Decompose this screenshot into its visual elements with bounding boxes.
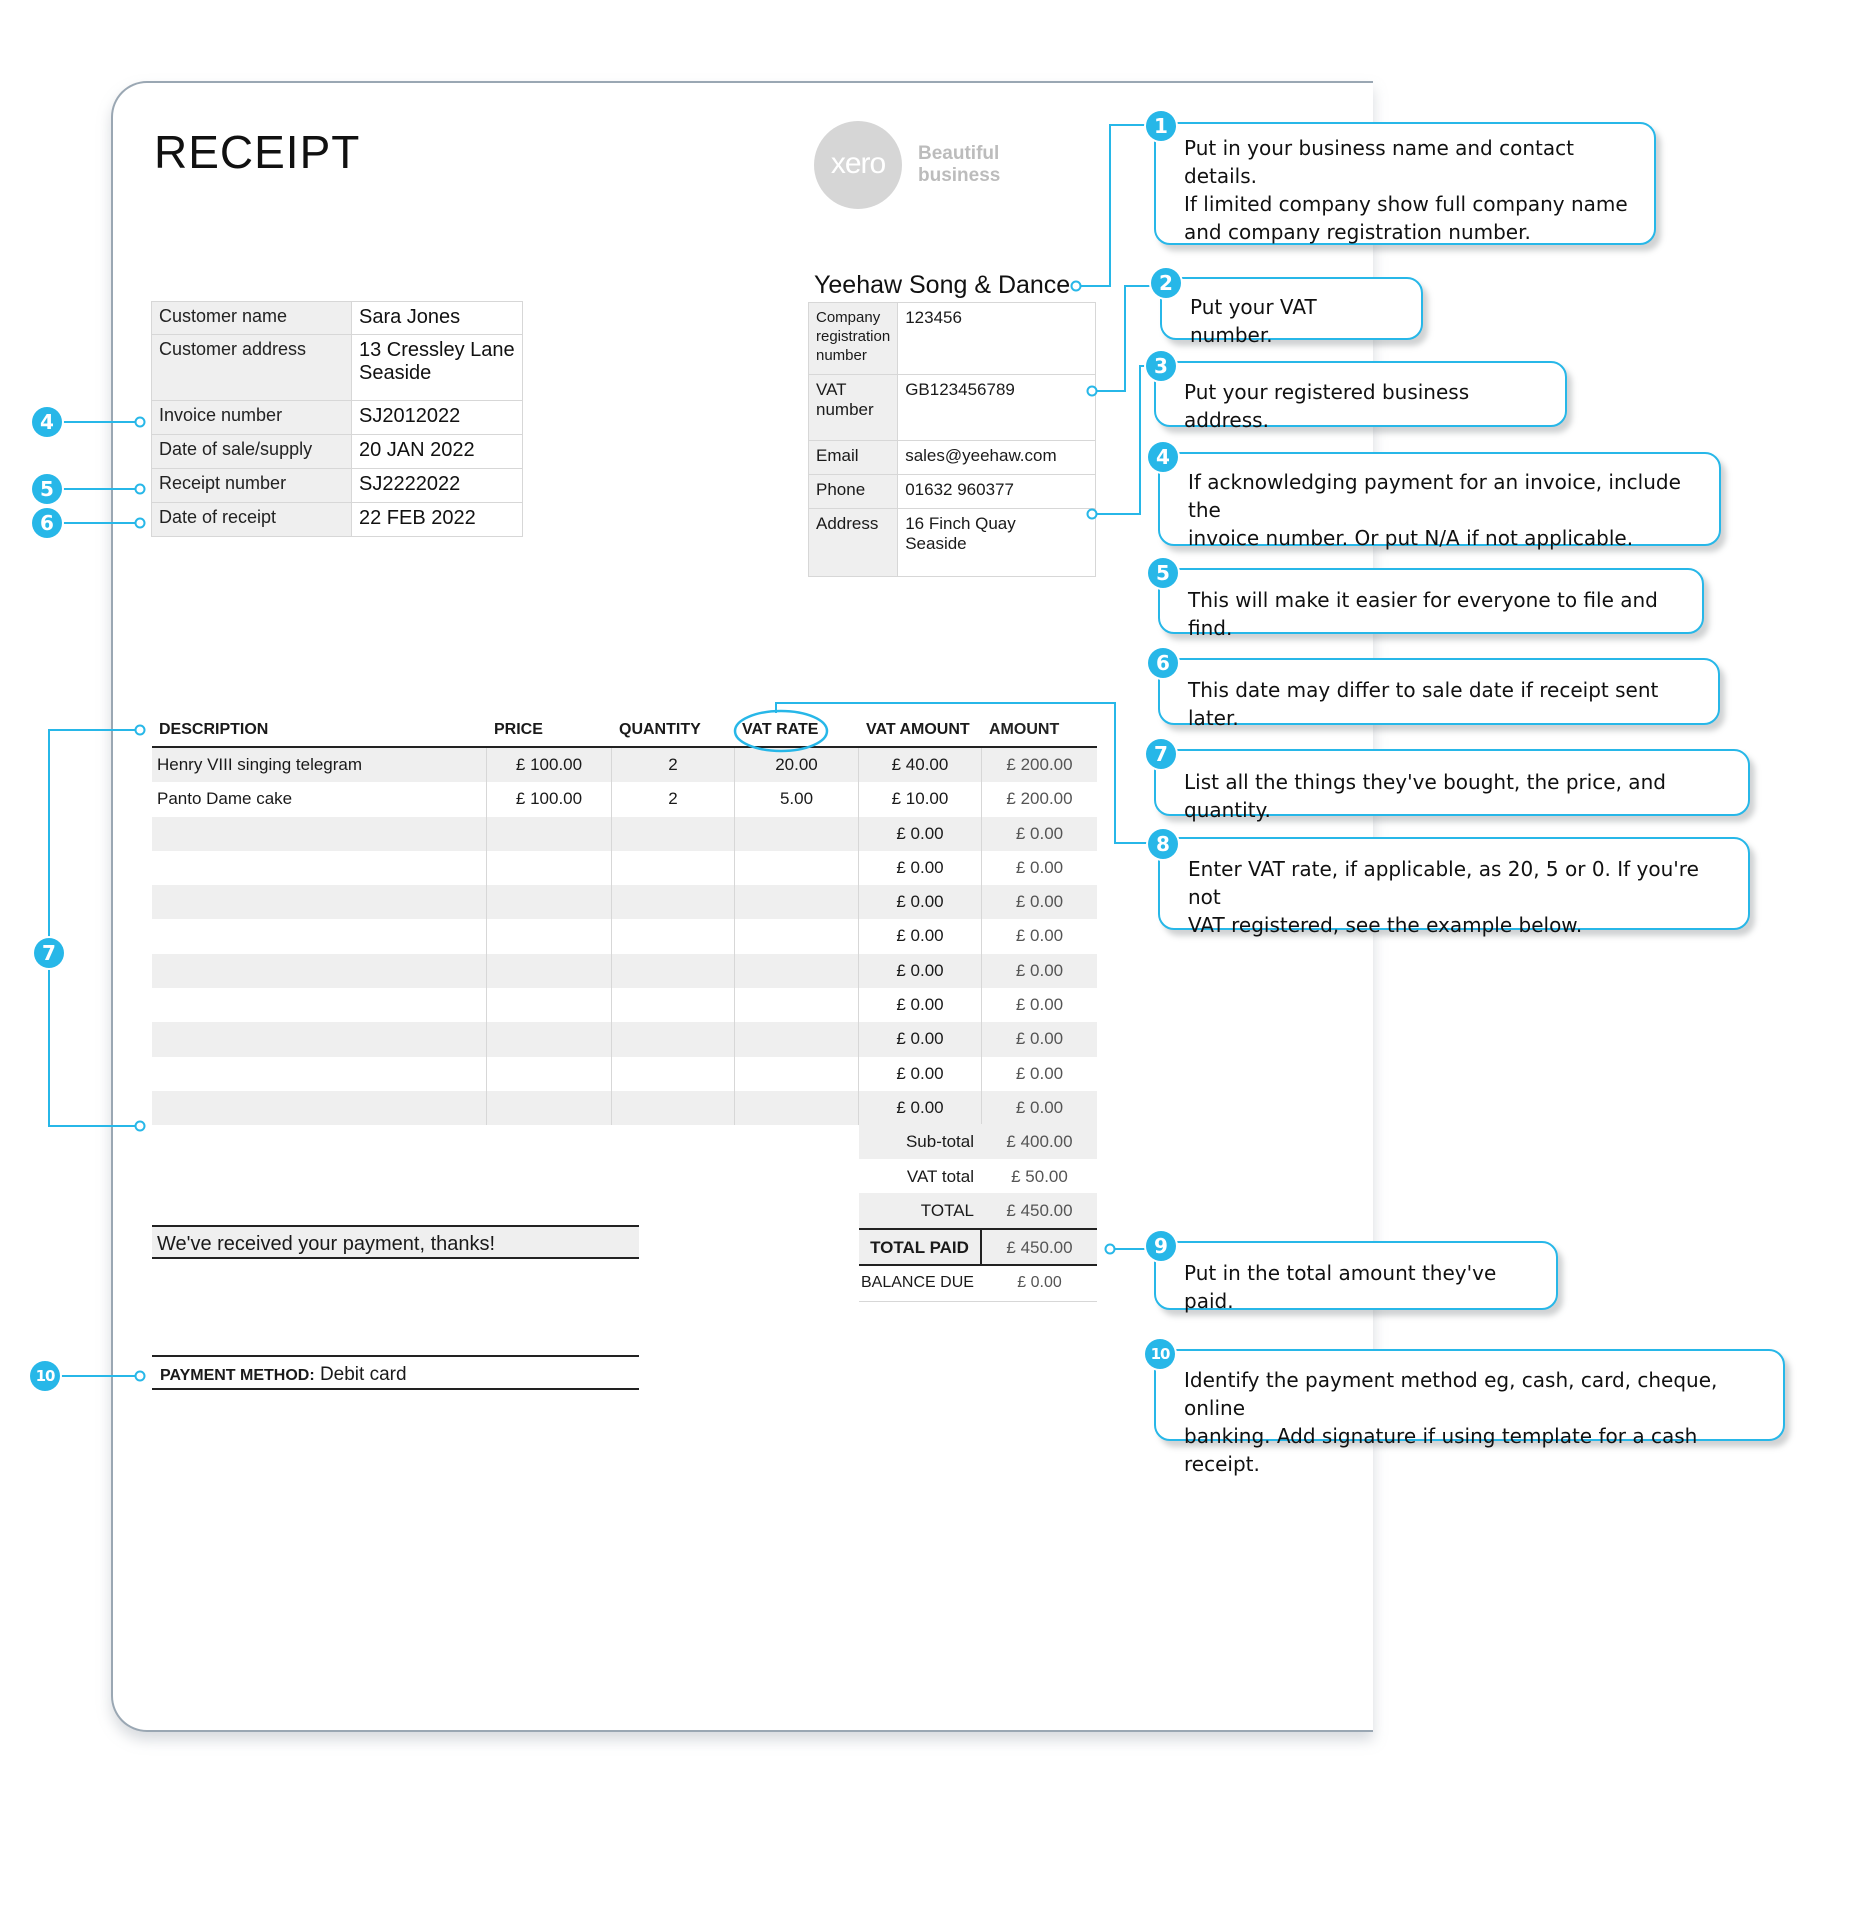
item-price[interactable] (487, 954, 612, 988)
customer-row (152, 401, 523, 435)
item-description[interactable] (152, 1091, 487, 1125)
callout-badge-5: 5 (1148, 558, 1178, 588)
callout-badge-2: 2 (1151, 268, 1181, 298)
item-vat-amount[interactable]: £ 0.00 (859, 851, 982, 885)
customer-row (152, 503, 523, 537)
callout-line: This date may differ to sale date if receipt sent later. (1188, 678, 1659, 730)
address-line-1: 16 Finch Quay (905, 514, 1016, 533)
callout-badge-10: 10 (1145, 1339, 1175, 1369)
item-vat-rate[interactable]: 20.00 (735, 748, 859, 782)
company-row (809, 509, 1096, 577)
table-row (152, 748, 1097, 782)
total-paid-value[interactable]: £ 450.00 (1006, 1237, 1073, 1257)
item-vat-amount[interactable]: £ 0.00 (859, 817, 982, 851)
balance-due-row (859, 1266, 1097, 1302)
table-header (152, 712, 1097, 748)
item-description[interactable]: Panto Dame cake (152, 782, 487, 816)
payment-method-value: Debit card (319, 1364, 407, 1385)
left-badge-4: 4 (32, 407, 62, 437)
table-row (152, 919, 1097, 953)
subtotal-row (859, 1124, 1097, 1159)
item-description[interactable] (152, 817, 487, 851)
label-line: Company (816, 309, 881, 326)
field-value[interactable]: GB123456789 (898, 375, 1096, 441)
item-description[interactable] (152, 851, 487, 885)
item-quantity[interactable]: 2 (612, 782, 735, 816)
item-price[interactable]: £ 100.00 (487, 782, 612, 816)
line-items-table (152, 712, 1097, 1125)
callout-line: invoice number. Or put N/A if not applicable. (1188, 526, 1634, 550)
callout-line: banking. Add signature if using template for a cash receipt. (1184, 1424, 1698, 1476)
field-label: Address (809, 509, 898, 577)
total-paid-row (859, 1228, 1097, 1267)
label-line: VAT (816, 380, 847, 399)
item-description[interactable] (152, 954, 487, 988)
callout-line: Put in the total amount they've paid. (1184, 1261, 1497, 1313)
table-row (152, 782, 1097, 816)
item-vat-rate[interactable] (735, 1022, 859, 1056)
receipt-title: RECEIPT (154, 126, 361, 178)
item-amount[interactable]: £ 0.00 (1015, 995, 1064, 1015)
customer-row (152, 302, 523, 335)
item-amount[interactable]: £ 0.00 (1015, 960, 1064, 980)
item-amount[interactable]: £ 0.00 (1015, 1029, 1064, 1049)
item-amount[interactable]: £ 200.00 (1006, 755, 1073, 774)
table-row (152, 988, 1097, 1022)
callout-1 (1154, 122, 1656, 245)
item-description[interactable]: Henry VIII singing telegram (152, 748, 487, 782)
field-label: Email (809, 441, 898, 475)
item-vat-rate[interactable]: 5.00 (735, 782, 859, 816)
label-line: number (816, 400, 874, 419)
label-line: registration (816, 328, 891, 345)
tagline-line-1: Beautiful (918, 143, 1000, 164)
item-quantity[interactable] (612, 1091, 735, 1125)
callout-line: List all the things they've bought, the price, and quantity. (1184, 770, 1666, 822)
vat-total-value: £ 50.00 (1011, 1166, 1068, 1186)
item-vat-amount[interactable]: £ 0.00 (859, 1022, 982, 1056)
item-price[interactable] (487, 817, 612, 851)
left-badge-6: 6 (32, 508, 62, 538)
item-amount[interactable]: £ 0.00 (1015, 1063, 1064, 1083)
field-value[interactable]: 123456 (898, 303, 1096, 375)
callout-line: Put your VAT number. (1190, 295, 1317, 347)
item-quantity[interactable] (612, 817, 735, 851)
item-price[interactable]: £ 100.00 (487, 748, 612, 782)
left-badge-5: 5 (32, 474, 62, 504)
item-price[interactable] (487, 1057, 612, 1091)
item-price[interactable] (487, 1022, 612, 1056)
total-value: £ 450.00 (1006, 1201, 1073, 1220)
totals-block (859, 1124, 1097, 1302)
callout-badge-3: 3 (1146, 351, 1176, 381)
header-vat-rate: VAT RATE (742, 721, 819, 738)
field-value[interactable]: 01632 960377 (898, 475, 1096, 509)
callout-8 (1158, 837, 1750, 937)
item-vat-rate[interactable] (735, 1091, 859, 1125)
callout-badge-6: 6 (1148, 648, 1178, 678)
table-row (152, 954, 1097, 988)
header-quantity: QUANTITY (619, 721, 701, 738)
table-row (152, 1057, 1097, 1091)
callout-badge-1: 1 (1146, 111, 1176, 141)
item-price[interactable] (487, 919, 612, 953)
callout-badge-8: 8 (1148, 829, 1178, 859)
item-amount[interactable]: £ 0.00 (1015, 1097, 1064, 1117)
table-row (152, 1091, 1097, 1125)
subtotal-value: £ 400.00 (1006, 1132, 1073, 1151)
header-price: PRICE (494, 721, 543, 738)
header-description: DESCRIPTION (159, 721, 269, 738)
header-amount: AMOUNT (989, 721, 1060, 738)
item-amount[interactable]: £ 200.00 (1006, 789, 1073, 809)
payment-method-field[interactable] (152, 1355, 639, 1390)
item-quantity[interactable] (612, 1057, 735, 1091)
company-row (809, 475, 1096, 509)
field-label: Customer address (152, 335, 352, 401)
field-label: Invoice number (152, 401, 352, 435)
business-name: Yeehaw Song & Dance (814, 271, 1071, 299)
callout-2 (1160, 277, 1423, 347)
item-quantity[interactable] (612, 851, 735, 885)
callout-7 (1154, 749, 1750, 822)
callout-badge-4: 4 (1148, 442, 1178, 472)
item-price[interactable] (487, 851, 612, 885)
customer-row (152, 469, 523, 503)
item-amount[interactable]: £ 0.00 (1015, 892, 1064, 912)
item-price[interactable] (487, 885, 612, 919)
item-vat-rate[interactable] (735, 954, 859, 988)
table-row (152, 885, 1097, 919)
customer-info-table (151, 301, 523, 537)
address-line-1: 13 Cressley Lane (359, 339, 515, 361)
item-price[interactable] (487, 1091, 612, 1125)
table-body (152, 748, 1097, 1125)
item-description[interactable] (152, 988, 487, 1022)
vat-total-row (859, 1159, 1097, 1194)
total-paid-label: TOTAL PAID (859, 1230, 982, 1265)
field-value[interactable]: 22 FEB 2022 (352, 503, 523, 537)
field-label: Phone (809, 475, 898, 509)
item-vat-amount[interactable]: £ 0.00 (859, 988, 982, 1022)
customer-row (152, 435, 523, 469)
callout-3 (1154, 361, 1567, 432)
item-vat-rate[interactable] (735, 885, 859, 919)
callout-5 (1158, 568, 1704, 640)
item-amount[interactable]: £ 0.00 (1015, 926, 1064, 946)
field-label: Date of sale/supply (152, 435, 352, 469)
item-vat-amount[interactable]: £ 0.00 (859, 919, 982, 953)
subtotal-label: Sub-total (905, 1132, 974, 1151)
label-line: number (816, 347, 867, 364)
callout-4 (1158, 452, 1721, 550)
item-vat-rate[interactable] (735, 1057, 859, 1091)
xero-logo: xero (814, 121, 902, 209)
field-value[interactable]: 20 JAN 2022 (352, 435, 523, 469)
item-vat-rate[interactable] (735, 919, 859, 953)
item-vat-amount[interactable]: £ 40.00 (859, 748, 982, 782)
total-label: TOTAL (920, 1201, 974, 1220)
callout-line: and company registration number. (1184, 220, 1531, 244)
field-value[interactable]: Sara Jones (352, 302, 523, 335)
company-row (809, 441, 1096, 475)
field-value[interactable] (352, 335, 523, 401)
left-badge-10: 10 (30, 1361, 60, 1391)
left-badge-7: 7 (34, 938, 64, 968)
callout-line: This will make it easier for everyone to file and find. (1188, 588, 1658, 640)
callout-badge-9: 9 (1146, 1231, 1176, 1261)
field-label: Date of receipt (152, 503, 352, 537)
field-label (809, 375, 898, 441)
item-quantity[interactable] (612, 1022, 735, 1056)
address-line-2: Seaside (359, 362, 432, 384)
item-vat-rate[interactable] (735, 817, 859, 851)
callout-line: VAT registered, see the example below. (1188, 913, 1583, 937)
callout-line: If limited company show full company name (1184, 192, 1628, 216)
payment-method-label: PAYMENT METHOD: (160, 1367, 315, 1384)
customer-row (152, 335, 523, 401)
callout-line: If acknowledging payment for an invoice, include the (1188, 470, 1681, 522)
item-quantity[interactable] (612, 885, 735, 919)
table-row (152, 1022, 1097, 1056)
item-vat-amount[interactable]: £ 10.00 (859, 782, 982, 816)
field-value[interactable] (898, 509, 1096, 577)
balance-due-value: £ 0.00 (1017, 1274, 1062, 1291)
vat-total-label: VAT total (906, 1166, 974, 1186)
item-description[interactable] (152, 1057, 487, 1091)
callout-line: Put your registered business address. (1184, 380, 1470, 432)
callout-badge-7: 7 (1146, 739, 1176, 769)
callout-9 (1154, 1241, 1558, 1313)
item-vat-amount[interactable]: £ 0.00 (859, 954, 982, 988)
item-quantity[interactable]: 2 (612, 748, 735, 782)
callout-line: Put in your business name and contact details. (1184, 136, 1574, 188)
table-row (152, 851, 1097, 885)
table-row (152, 817, 1097, 851)
item-vat-amount[interactable]: £ 0.00 (859, 1091, 982, 1125)
field-label: Receipt number (152, 469, 352, 503)
header-vat-amount: VAT AMOUNT (866, 721, 970, 738)
company-info-table (808, 302, 1096, 577)
item-description[interactable] (152, 1022, 487, 1056)
field-value[interactable]: SJ2012022 (352, 401, 523, 435)
balance-due-label: BALANCE DUE (861, 1274, 974, 1291)
logo-tagline (918, 143, 1000, 187)
payment-thanks-message[interactable]: We've received your payment, thanks! (152, 1225, 639, 1259)
item-vat-amount[interactable]: £ 0.00 (859, 885, 982, 919)
callout-6 (1158, 658, 1720, 730)
address-line-2: Seaside (905, 534, 967, 553)
company-row (809, 375, 1096, 441)
item-quantity[interactable] (612, 988, 735, 1022)
field-label (809, 303, 898, 375)
item-quantity[interactable] (612, 919, 735, 953)
field-value[interactable]: sales@yeehaw.com (898, 441, 1096, 475)
item-description[interactable] (152, 919, 487, 953)
tagline-line-2: business (918, 165, 1001, 186)
item-amount[interactable]: £ 0.00 (1015, 823, 1064, 843)
item-vat-amount[interactable]: £ 0.00 (859, 1057, 982, 1091)
callout-line: Identify the payment method eg, cash, card, cheque, online (1184, 1368, 1718, 1420)
callout-line: Enter VAT rate, if applicable, as 20, 5 or 0. If you're not (1188, 857, 1699, 909)
item-vat-rate[interactable] (735, 988, 859, 1022)
total-row (859, 1193, 1097, 1228)
field-value[interactable]: SJ2222022 (352, 469, 523, 503)
company-row (809, 303, 1096, 375)
item-amount[interactable]: £ 0.00 (1015, 857, 1064, 877)
item-quantity[interactable] (612, 954, 735, 988)
item-price[interactable] (487, 988, 612, 1022)
item-vat-rate[interactable] (735, 851, 859, 885)
callout-10 (1154, 1349, 1785, 1476)
field-label: Customer name (152, 302, 352, 335)
item-description[interactable] (152, 885, 487, 919)
